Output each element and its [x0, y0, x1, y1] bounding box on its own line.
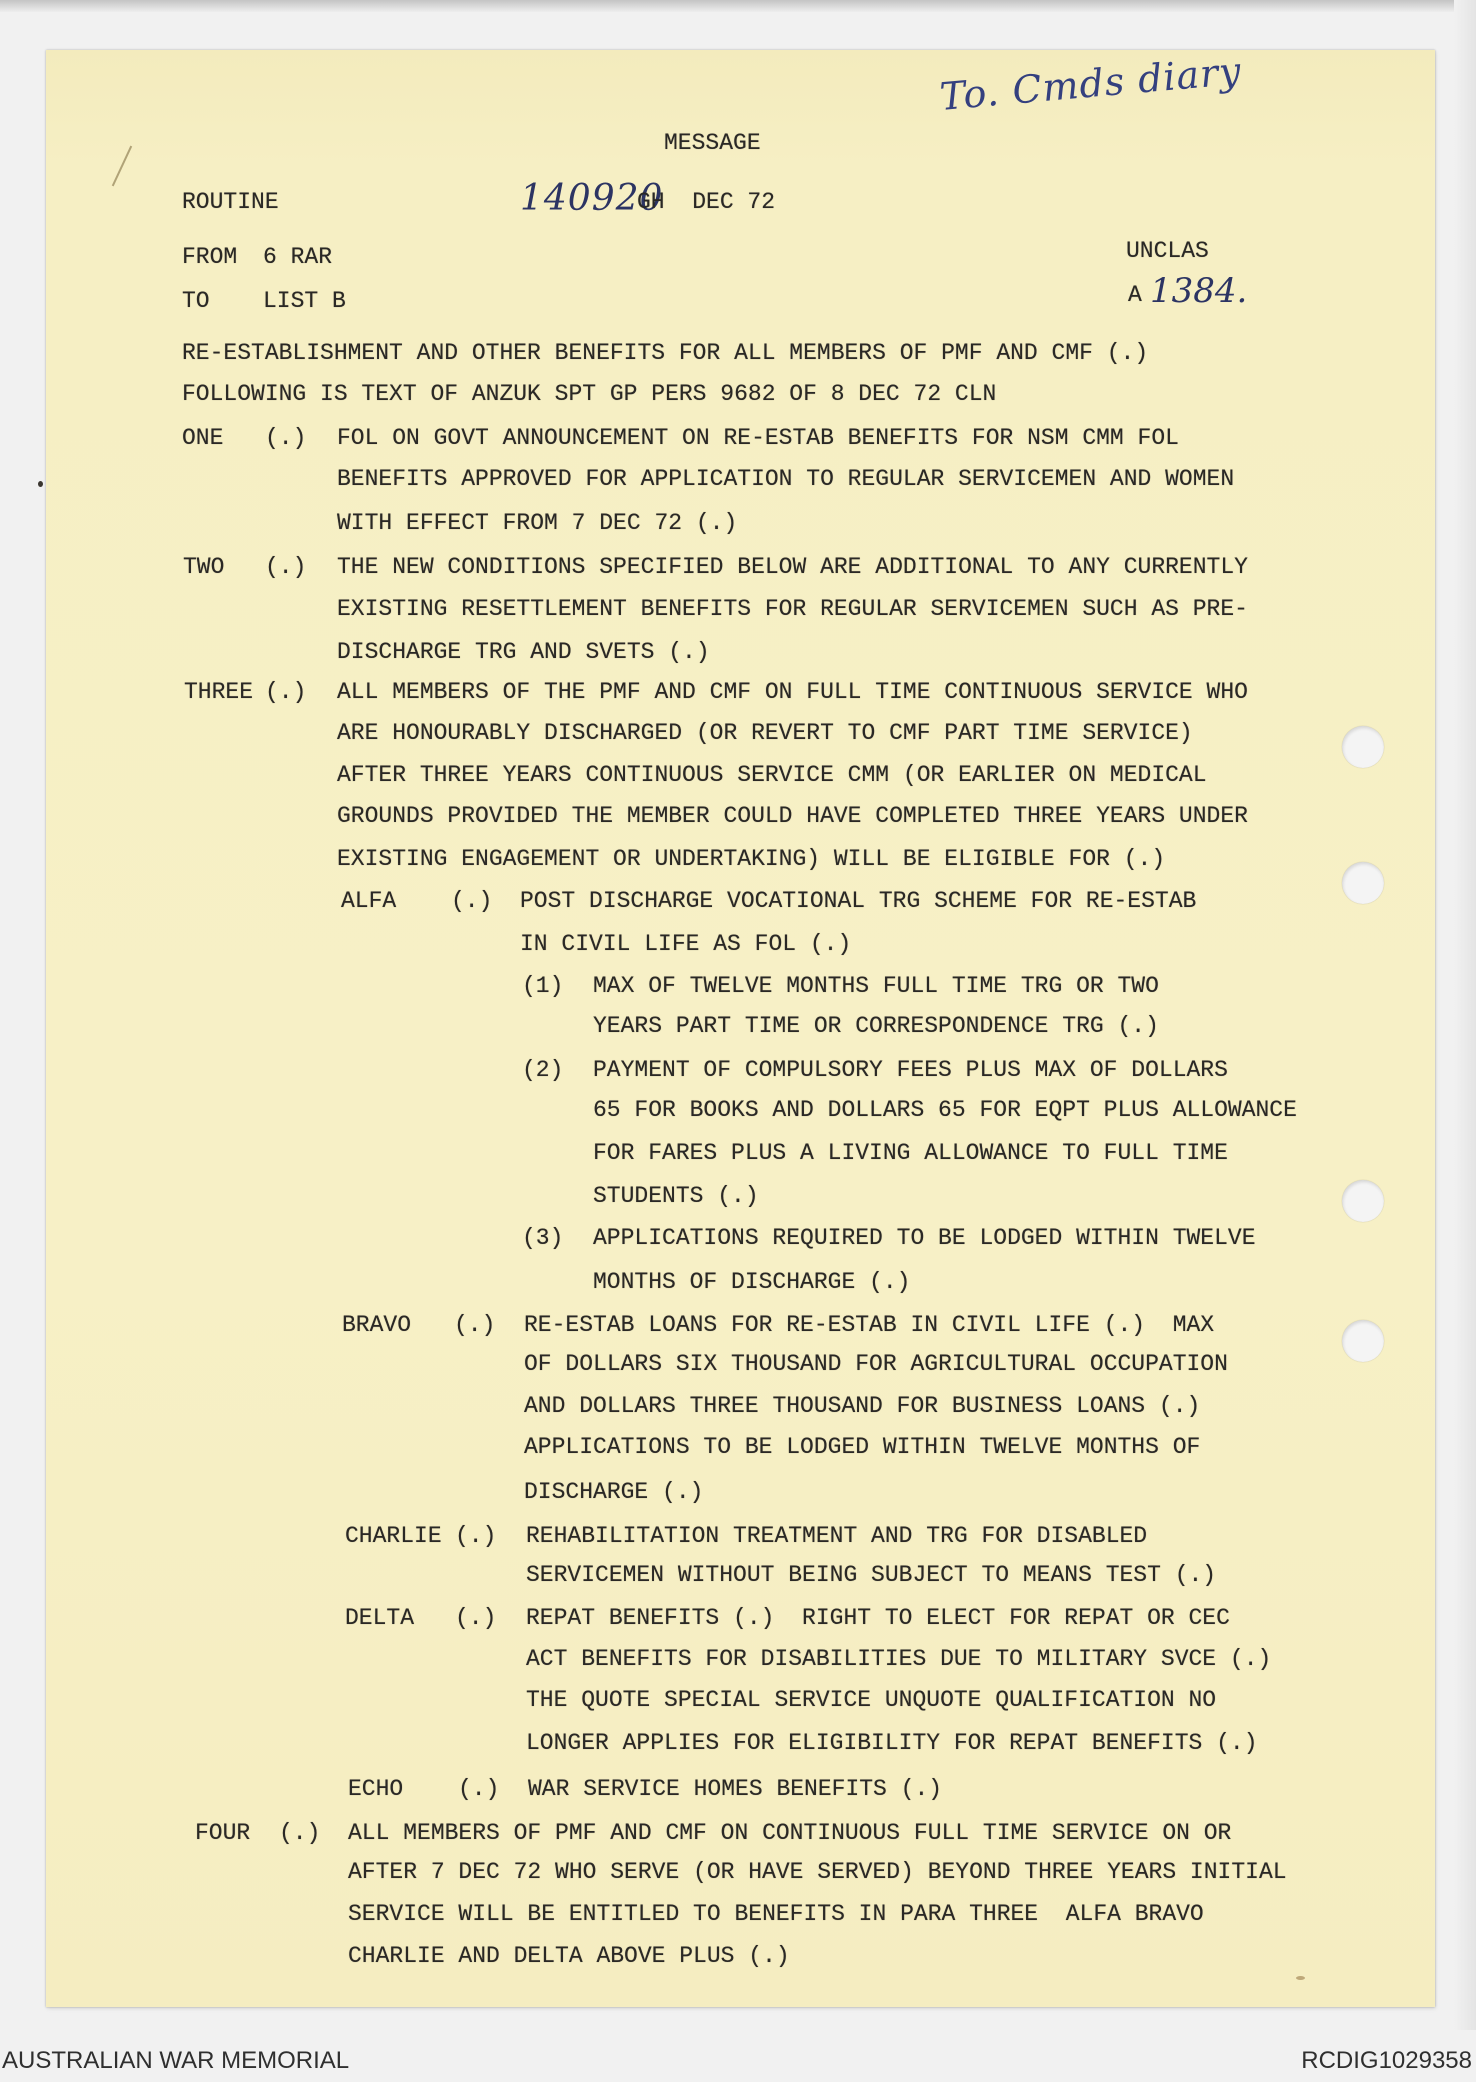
subpara-line: POST DISCHARGE VOCATIONAL TRG SCHEME FOR RE-ESTAB: [520, 888, 1197, 914]
para-stop: (.): [265, 679, 307, 705]
subpara-stop: (.): [455, 1605, 497, 1631]
para-label: ONE: [182, 425, 224, 451]
from-label: FROM: [182, 244, 238, 270]
subpara-line: RE-ESTAB LOANS FOR RE-ESTAB IN CIVIL LIFE (.) MAX: [524, 1312, 1215, 1338]
date-time-group-typed: GH DEC 72: [637, 189, 776, 215]
scan-speck: [38, 481, 43, 487]
paper-smudge: [1296, 1976, 1305, 1980]
item-line: MAX OF TWELVE MONTHS FULL TIME TRG OR TWO: [593, 973, 1159, 999]
item-line: YEARS PART TIME OR CORRESPONDENCE TRG (.): [593, 1013, 1159, 1039]
serial-prefix: A: [1128, 282, 1142, 308]
subpara-stop: (.): [458, 1776, 500, 1802]
archive-record-id: RCDIG1029358: [1301, 2047, 1472, 2074]
subpara-label: ALFA: [341, 888, 397, 914]
para-line: EXISTING RESETTLEMENT BENEFITS FOR REGULAR SERVICEMEN SUCH AS PRE-: [337, 596, 1248, 622]
para-line: BENEFITS APPROVED FOR APPLICATION TO REGULAR SERVICEMEN AND WOMEN: [337, 466, 1235, 492]
para-stop: (.): [279, 1820, 321, 1846]
scan-top-edge: [0, 0, 1476, 12]
para-label: TWO: [183, 554, 225, 580]
handwritten-annotation: To. Cmds diary: [938, 48, 1244, 119]
para-line: WITH EFFECT FROM 7 DEC 72 (.): [337, 510, 738, 536]
subpara-line: DISCHARGE (.): [524, 1479, 704, 1505]
item-line: STUDENTS (.): [593, 1183, 759, 1209]
subpara-line: LONGER APPLIES FOR ELIGIBILITY FOR REPAT BENEFITS (.): [526, 1730, 1258, 1756]
subpara-label: ECHO: [348, 1776, 404, 1802]
para-line: GROUNDS PROVIDED THE MEMBER COULD HAVE COMPLETED THREE YEARS UNDER: [337, 803, 1248, 829]
para-line: ALL MEMBERS OF THE PMF AND CMF ON FULL TIME CONTINUOUS SERVICE WHO: [337, 679, 1248, 705]
subpara-line: APPLICATIONS TO BE LODGED WITHIN TWELVE MONTHS OF: [524, 1434, 1201, 1460]
para-line: AFTER THREE YEARS CONTINUOUS SERVICE CMM (OR EARLIER ON MEDICAL: [337, 762, 1207, 788]
para-line: ARE HONOURABLY DISCHARGED (OR REVERT TO CMF PART TIME SERVICE): [337, 720, 1193, 746]
serial-number-handwritten: 1384.: [1150, 271, 1248, 311]
precedence: ROUTINE: [182, 189, 279, 215]
para-label: FOUR: [195, 1820, 251, 1846]
to-value: LIST B: [263, 288, 346, 314]
date-time-group-handwritten: 140920: [520, 178, 664, 219]
subpara-stop: (.): [454, 1312, 496, 1338]
from-value: 6 RAR: [263, 244, 333, 270]
item-number: (2): [522, 1057, 564, 1083]
item-line: FOR FARES PLUS A LIVING ALLOWANCE TO FULL TIME: [593, 1140, 1228, 1166]
subpara-stop: (.): [451, 888, 493, 914]
para-line: ALL MEMBERS OF PMF AND CMF ON CONTINUOUS FULL TIME SERVICE ON OR: [348, 1820, 1232, 1846]
item-line: MONTHS OF DISCHARGE (.): [593, 1269, 911, 1295]
subpara-line: IN CIVIL LIFE AS FOL (.): [520, 931, 852, 957]
archive-credit: AUSTRALIAN WAR MEMORIAL: [2, 2047, 350, 2074]
para-line: CHARLIE AND DELTA ABOVE PLUS (.): [348, 1943, 790, 1969]
punch-hole: [1342, 862, 1384, 904]
subpara-line: WAR SERVICE HOMES BENEFITS (.): [528, 1776, 943, 1802]
subpara-line: THE QUOTE SPECIAL SERVICE UNQUOTE QUALIFICATION NO: [526, 1687, 1217, 1713]
punch-hole: [1342, 1320, 1384, 1362]
to-label: TO: [182, 288, 210, 314]
para-line: EXISTING ENGAGEMENT OR UNDERTAKING) WILL BE ELIGIBLE FOR (.): [337, 846, 1166, 872]
para-stop: (.): [265, 554, 307, 580]
subpara-label: BRAVO: [342, 1312, 412, 1338]
subject-line: RE-ESTABLISHMENT AND OTHER BENEFITS FOR ALL MEMBERS OF PMF AND CMF (.): [182, 340, 1149, 366]
para-line: SERVICE WILL BE ENTITLED TO BENEFITS IN PARA THREE ALFA BRAVO: [348, 1901, 1204, 1927]
item-number: (1): [522, 973, 564, 999]
para-line: AFTER 7 DEC 72 WHO SERVE (OR HAVE SERVED) BEYOND THREE YEARS INITIAL: [348, 1859, 1287, 1885]
subpara-line: SERVICEMEN WITHOUT BEING SUBJECT TO MEANS TEST (.): [526, 1562, 1217, 1588]
subpara-label: DELTA: [345, 1605, 415, 1631]
subpara-line: REPAT BENEFITS (.) RIGHT TO ELECT FOR REPAT OR CEC: [526, 1605, 1230, 1631]
subpara-line: REHABILITATION TREATMENT AND TRG FOR DISABLED: [526, 1523, 1148, 1549]
punch-hole: [1342, 726, 1384, 768]
item-line: PAYMENT OF COMPULSORY FEES PLUS MAX OF DOLLARS: [593, 1057, 1228, 1083]
para-label: THREE: [184, 679, 254, 705]
subpara-stop: (.): [455, 1523, 497, 1549]
punch-hole: [1342, 1180, 1384, 1222]
item-number: (3): [522, 1225, 564, 1251]
item-line: 65 FOR BOOKS AND DOLLARS 65 FOR EQPT PLUS ALLOWANCE: [593, 1097, 1297, 1123]
para-line: DISCHARGE TRG AND SVETS (.): [337, 639, 710, 665]
message-title: MESSAGE: [664, 130, 761, 156]
scan-right-edge: [1454, 0, 1476, 2030]
para-line: THE NEW CONDITIONS SPECIFIED BELOW ARE ADDITIONAL TO ANY CURRENTLY: [337, 554, 1248, 580]
subpara-line: OF DOLLARS SIX THOUSAND FOR AGRICULTURAL OCCUPATION: [524, 1351, 1228, 1377]
para-line: FOL ON GOVT ANNOUNCEMENT ON RE-ESTAB BENEFITS FOR NSM CMM FOL: [337, 425, 1179, 451]
classification: UNCLAS: [1126, 238, 1209, 264]
para-stop: (.): [265, 425, 307, 451]
subpara-label: CHARLIE: [345, 1523, 442, 1549]
item-line: APPLICATIONS REQUIRED TO BE LODGED WITHIN TWELVE: [593, 1225, 1256, 1251]
subject-line: FOLLOWING IS TEXT OF ANZUK SPT GP PERS 9682 OF 8 DEC 72 CLN: [182, 381, 997, 407]
subpara-line: AND DOLLARS THREE THOUSAND FOR BUSINESS LOANS (.): [524, 1393, 1201, 1419]
subpara-line: ACT BENEFITS FOR DISABILITIES DUE TO MILITARY SVCE (.): [526, 1646, 1272, 1672]
